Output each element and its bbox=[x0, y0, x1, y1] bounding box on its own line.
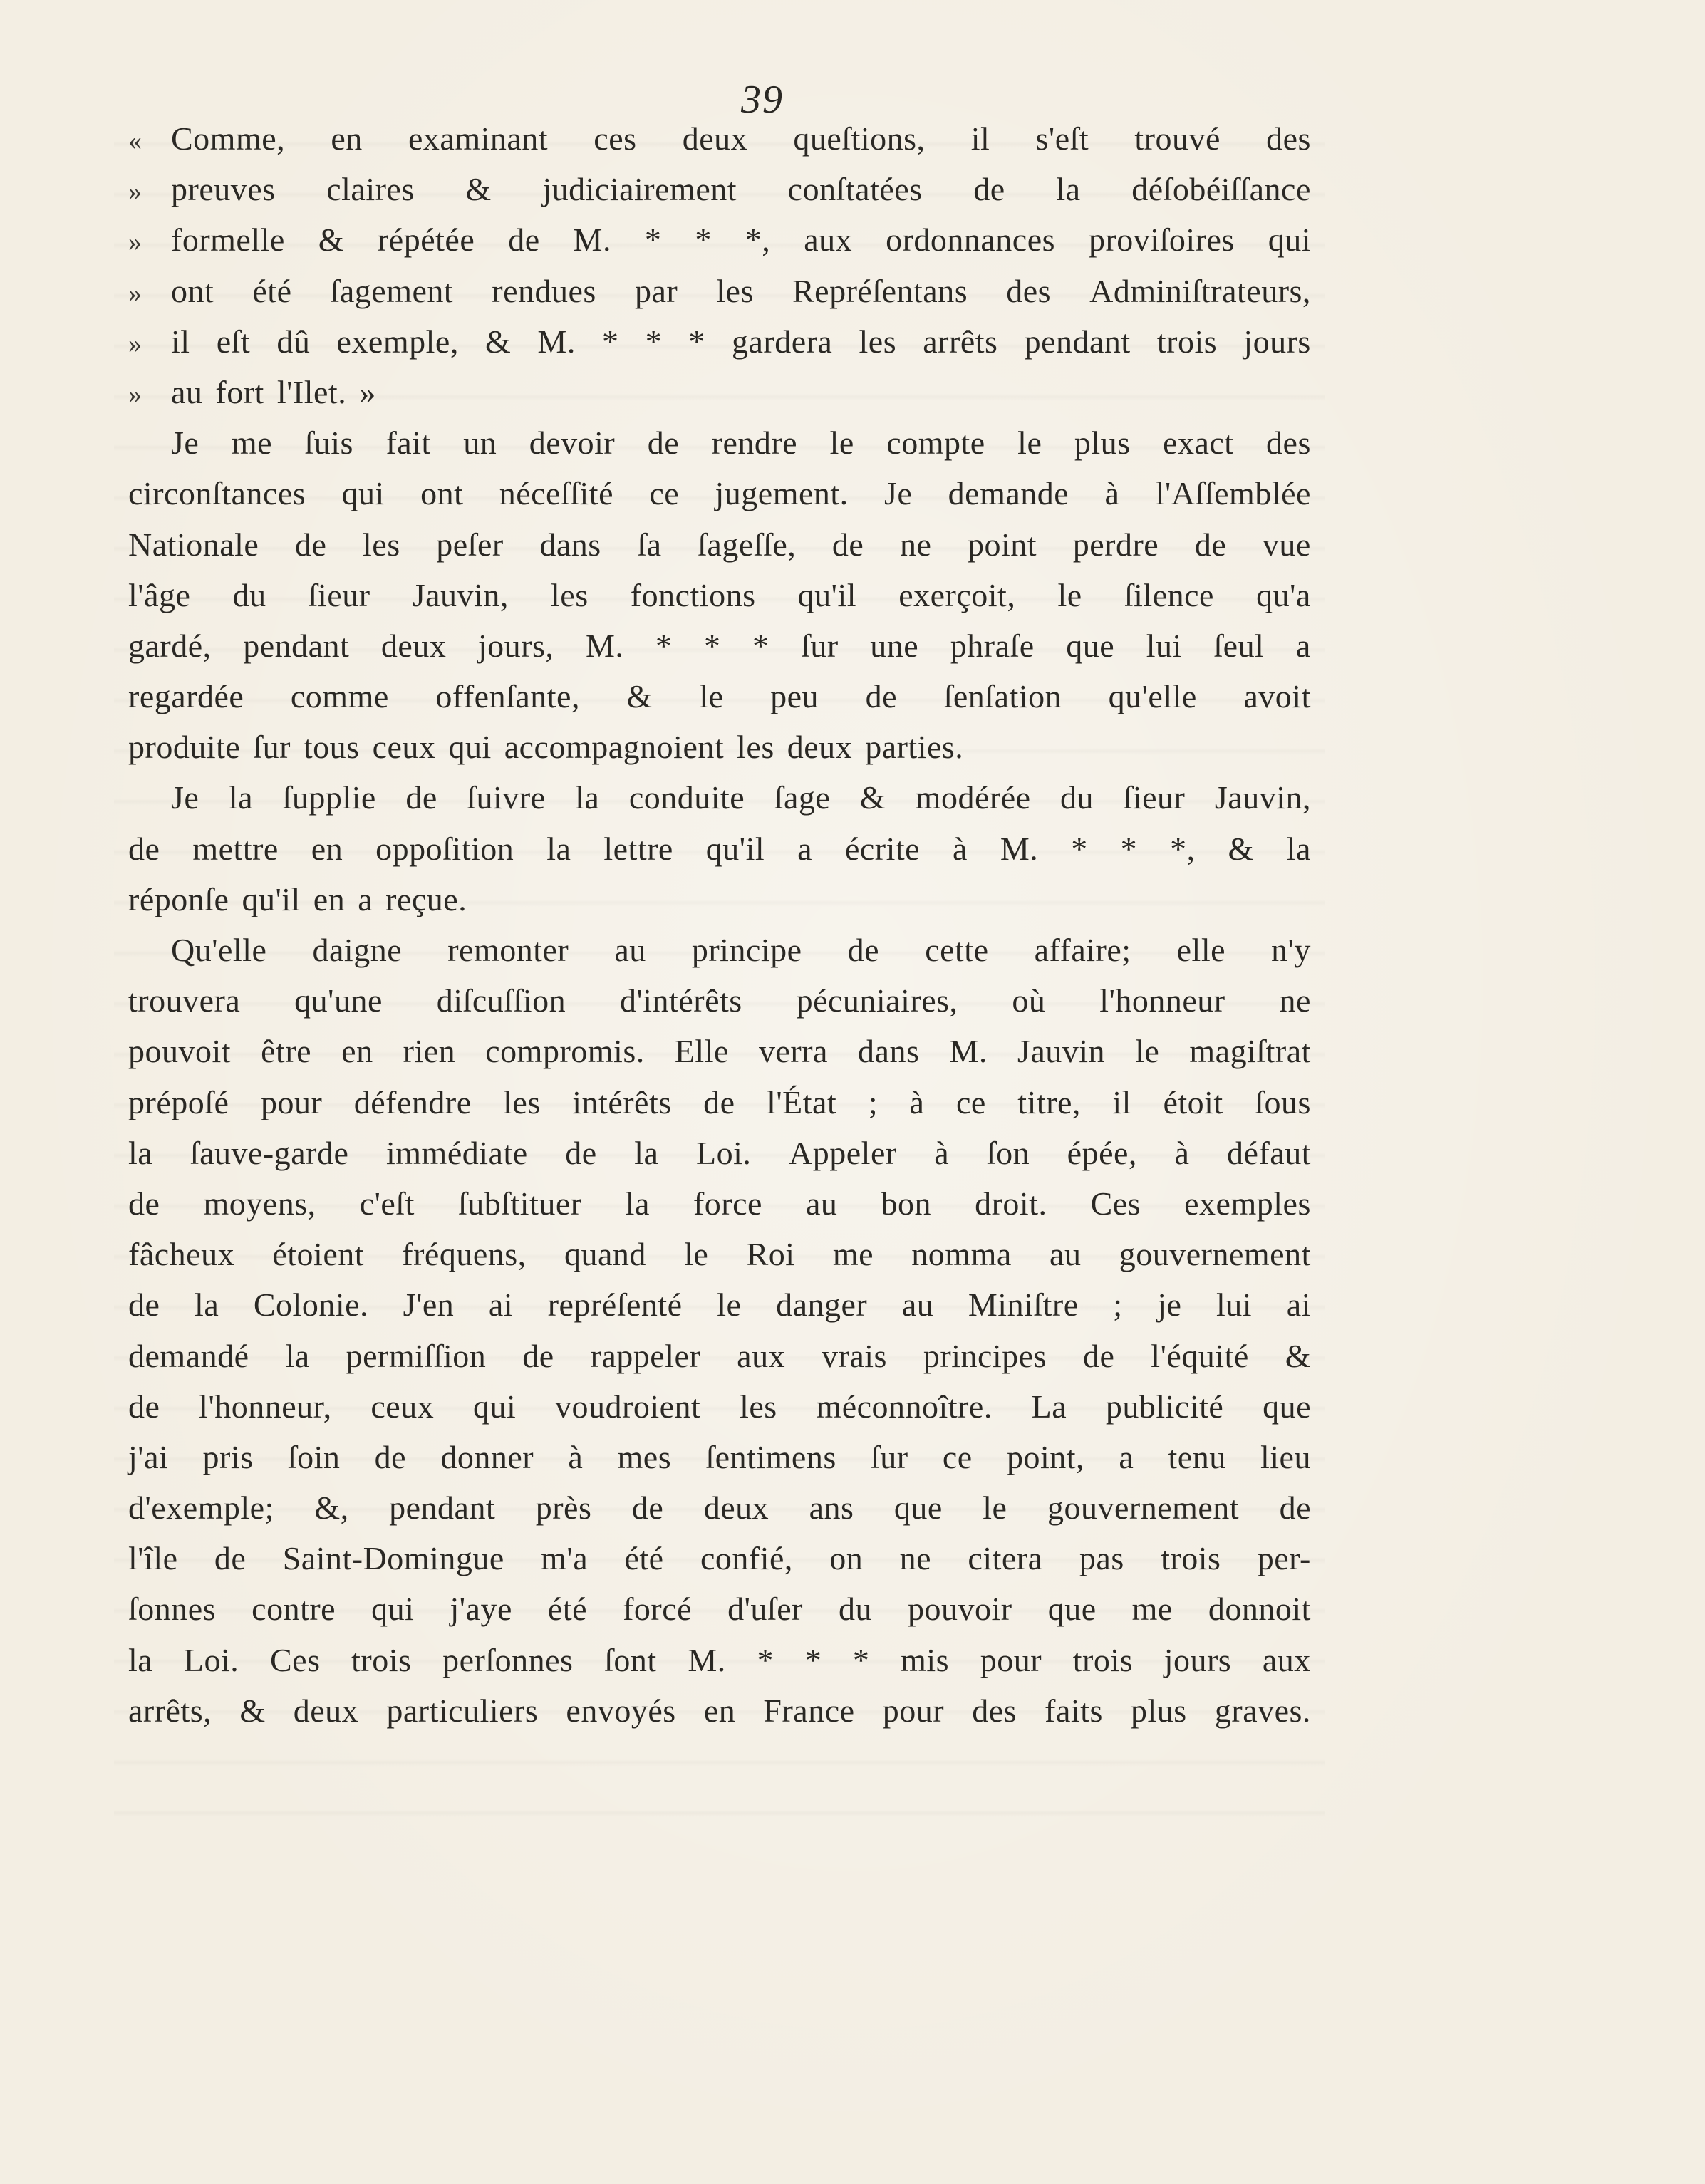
line-text: formelle & répétée de M. * * *, aux ordonnances proviſoires qui bbox=[171, 222, 1311, 259]
line-text: circonſtances qui ont néceſſité ce jugement. Je demande à l'Aſſemblée bbox=[128, 475, 1311, 512]
quote-mark: » bbox=[128, 379, 142, 410]
text-line bbox=[128, 728, 1311, 779]
text-line bbox=[128, 1185, 1311, 1235]
line-text: fâcheux étoient fréquens, quand le Roi me nomma au gouvernement bbox=[128, 1236, 1311, 1273]
line-text: de mettre en oppoſition la lettre qu'il a écrite à M. * * *, & la bbox=[128, 830, 1311, 867]
line-text: Nationale de les peſer dans ſa ſageſſe, de ne point perdre de vue bbox=[128, 526, 1311, 563]
text-line bbox=[128, 677, 1311, 728]
line-text: ſonnes contre qui j'aye été forcé d'uſer du pouvoir que me donnoit bbox=[128, 1591, 1311, 1628]
text-line bbox=[128, 120, 1311, 170]
line-text: réponſe qu'il en a reçue. bbox=[128, 880, 467, 917]
line-text: d'exemple; &, pendant près de deux ans que le gouvernement de bbox=[128, 1489, 1311, 1527]
line-text: Qu'elle daigne remonter au principe de cette affaire; elle n'y bbox=[171, 932, 1311, 968]
line-text: Comme, en examinant ces deux queſtions, il s'eſt trouvé des bbox=[171, 120, 1311, 157]
text-line bbox=[128, 880, 1311, 931]
line-text: demandé la permiſſion de rappeler aux vrais principes de l'équité & bbox=[128, 1337, 1311, 1374]
text-line bbox=[128, 1590, 1311, 1640]
text-line bbox=[128, 1641, 1311, 1692]
text-line bbox=[128, 576, 1311, 627]
line-text: trouvera qu'une diſcuſſion d'intérêts pécuniaires, où l'honneur ne bbox=[128, 982, 1311, 1019]
line-text: prépoſé pour défendre les intérêts de l'État ; à ce titre, il étoit ſous bbox=[128, 1083, 1311, 1120]
line-text: de l'honneur, ceux qui voudroient les méconnoître. La publicité que bbox=[128, 1388, 1311, 1425]
quote-mark: » bbox=[128, 328, 142, 359]
line-text: la ſauve-garde immédiate de la Loi. Appeler à ſon épée, à défaut bbox=[128, 1134, 1311, 1171]
quote-mark: « bbox=[128, 126, 142, 156]
line-text: regardée comme offenſante, & le peu de ſenſation qu'elle avoit bbox=[128, 678, 1311, 715]
text-line bbox=[128, 1083, 1311, 1134]
body-text bbox=[128, 120, 1311, 1742]
quote-mark: » bbox=[128, 278, 142, 308]
text-line bbox=[128, 221, 1311, 271]
text-line bbox=[128, 1032, 1311, 1083]
text-line bbox=[128, 424, 1311, 474]
text-line bbox=[128, 1235, 1311, 1286]
line-text: j'ai pris ſoin de donner à mes ſentimens ſur ce point, a tenu lieu bbox=[128, 1438, 1311, 1475]
line-text: la Loi. Ces trois perſonnes ſont M. * * * mis pour trois jours aux bbox=[128, 1641, 1311, 1678]
text-line bbox=[128, 170, 1311, 221]
text-line bbox=[128, 272, 1311, 323]
line-text: il eſt dû exemple, & M. * * * gardera les arrêts pendant trois jours bbox=[171, 323, 1311, 360]
line-text: gardé, pendant deux jours, M. * * * ſur une phraſe que lui ſeul a bbox=[128, 627, 1311, 664]
text-line bbox=[128, 779, 1311, 829]
text-line bbox=[128, 627, 1311, 677]
text-line bbox=[128, 1489, 1311, 1539]
text-line bbox=[128, 931, 1311, 982]
text-line bbox=[128, 1692, 1311, 1742]
line-text: au fort l'Ilet. » bbox=[171, 373, 376, 410]
text-line bbox=[128, 323, 1311, 373]
text-line bbox=[128, 1388, 1311, 1438]
page-number: 39 bbox=[741, 78, 784, 122]
line-text: preuves claires & judiciairement conſtatées de la déſobéiſſance bbox=[171, 171, 1311, 208]
line-text: produite ſur tous ceux qui accompagnoient les deux parties. bbox=[128, 729, 964, 766]
text-line bbox=[128, 373, 1311, 424]
quote-mark: » bbox=[128, 227, 142, 258]
text-line bbox=[128, 830, 1311, 880]
quote-mark: » bbox=[128, 177, 142, 207]
line-text: l'âge du ſieur Jauvin, les fonctions qu'il exerçoit, le ſilence qu'a bbox=[128, 576, 1311, 613]
line-text: de la Colonie. J'en ai repréſenté le danger au Miniſtre ; je lui ai bbox=[128, 1286, 1311, 1324]
line-text: arrêts, & deux particuliers envoyés en France pour des faits plus graves. bbox=[128, 1692, 1311, 1729]
line-text: ont été ſagement rendues par les Repréſentans des Adminiſtrateurs, bbox=[171, 272, 1311, 309]
line-text: l'île de Saint-Domingue m'a été confié, on ne citera pas trois per- bbox=[128, 1540, 1311, 1577]
text-line bbox=[128, 1134, 1311, 1185]
text-line bbox=[128, 982, 1311, 1032]
text-line bbox=[128, 1337, 1311, 1388]
text-line bbox=[128, 1286, 1311, 1336]
line-text: pouvoit être en rien compromis. Elle verra dans M. Jauvin le magiſtrat bbox=[128, 1033, 1311, 1070]
text-line bbox=[128, 526, 1311, 576]
text-line bbox=[128, 474, 1311, 525]
line-text: Je la ſupplie de ſuivre la conduite ſage & modérée du ſieur Jauvin, bbox=[171, 779, 1311, 816]
text-line bbox=[128, 1438, 1311, 1489]
text-line bbox=[128, 1539, 1311, 1590]
line-text: Je me ſuis fait un devoir de rendre le compte le plus exact des bbox=[171, 425, 1311, 462]
line-text: de moyens, c'eſt ſubſtituer la force au bon droit. Ces exemples bbox=[128, 1185, 1311, 1222]
